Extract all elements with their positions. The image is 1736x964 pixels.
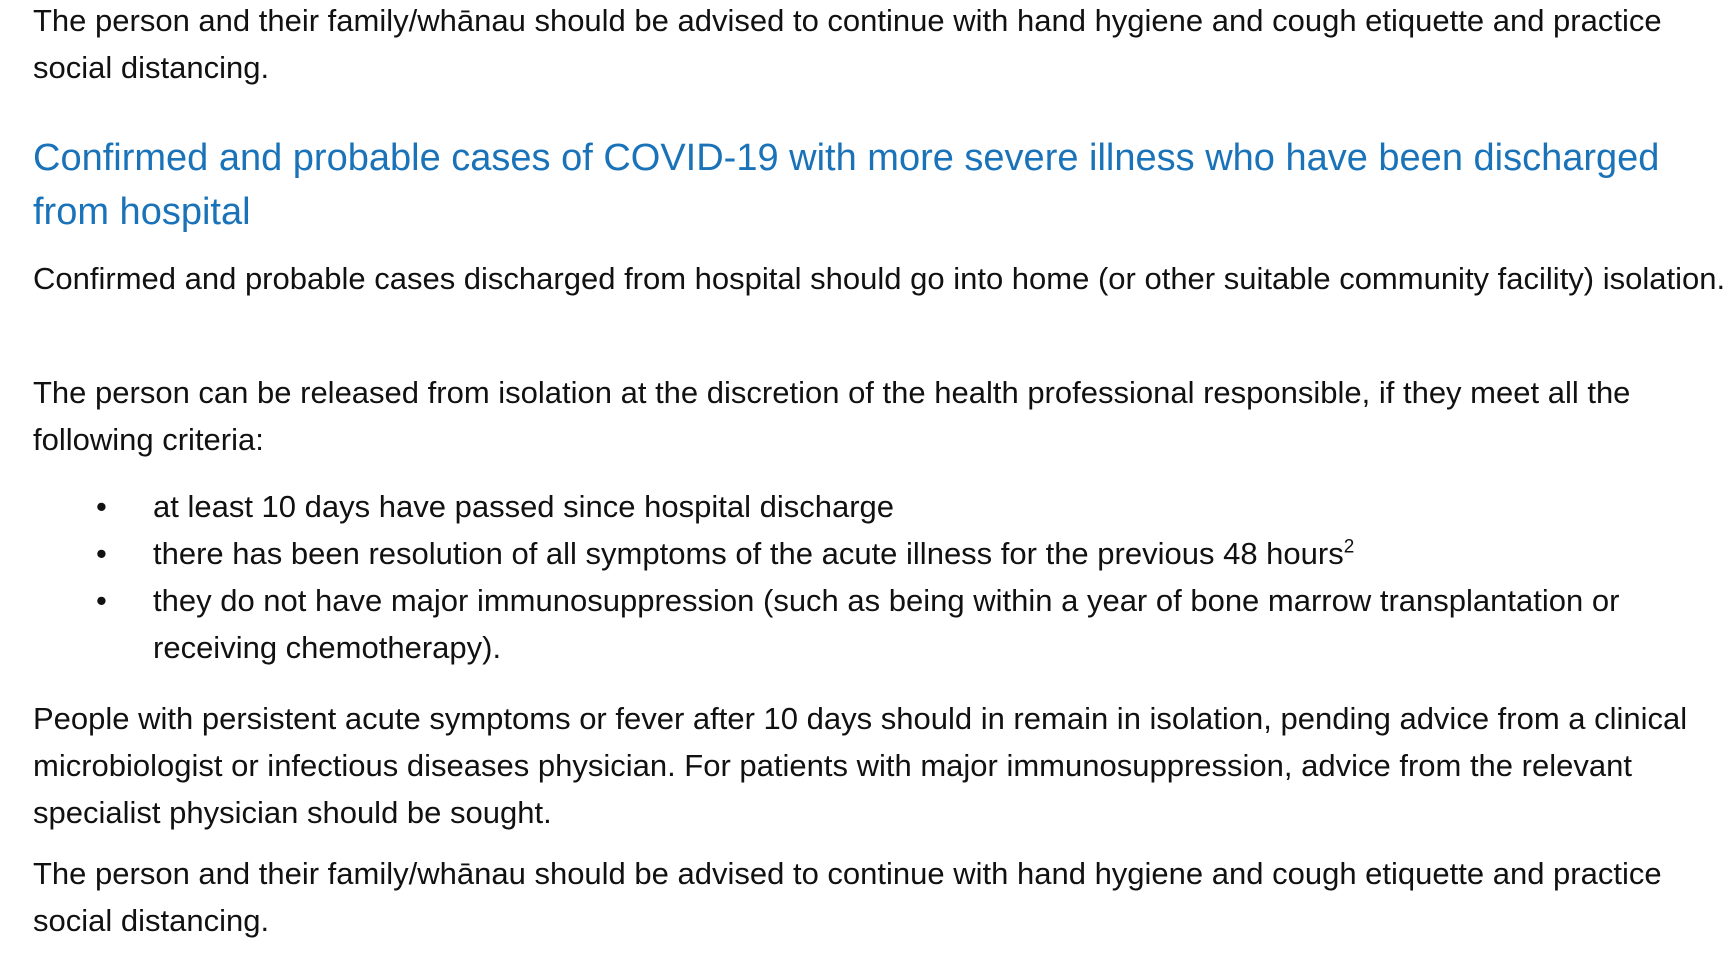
list-item xyxy=(33,577,1733,671)
persistent-symptoms-paragraph: People with persistent acute symptoms or fever after 10 days should in remain in isolation, pending advice from a clinical microbiologist or infectious diseases physician. For patients with major immunosuppression, advice from the relevant specialist physician should be sought. xyxy=(33,701,1688,830)
top-paragraph: The person and their family/whānau should be advised to continue with hand hygiene and cough etiquette and practice social distancing. xyxy=(33,3,1662,85)
list-item-text: at least 10 days have passed since hospital discharge xyxy=(153,489,895,524)
release-criteria-paragraph: The person can be released from isolation at the discretion of the health professional responsible, if they meet all the following criteria: xyxy=(33,375,1631,457)
bottom-paragraph: The person and their family/whānau should be advised to continue with hand hygiene and cough etiquette and practice social distancing. xyxy=(33,856,1662,938)
bullet-icon: • xyxy=(96,583,107,618)
list-item xyxy=(33,530,1733,577)
list-item-text: there has been resolution of all symptoms of the acute illness for the previous 48 hours xyxy=(153,536,1344,571)
discharge-isolation-paragraph: Confirmed and probable cases discharged from hospital should go into home (or other suitable community facility) isolation. xyxy=(33,261,1726,296)
list-item xyxy=(33,483,1733,530)
footnote-ref: 2 xyxy=(1343,536,1355,558)
list-item-text: they do not have major immunosuppression (such as being within a year of bone marrow transplantation or receiving chemotherapy). xyxy=(153,583,1620,665)
criteria-list xyxy=(33,483,1733,671)
section-heading: Confirmed and probable cases of COVID-19 with more severe illness who have been discharged from hospital xyxy=(33,137,1660,233)
bullet-icon: • xyxy=(96,489,107,524)
bullet-icon: • xyxy=(96,536,107,571)
